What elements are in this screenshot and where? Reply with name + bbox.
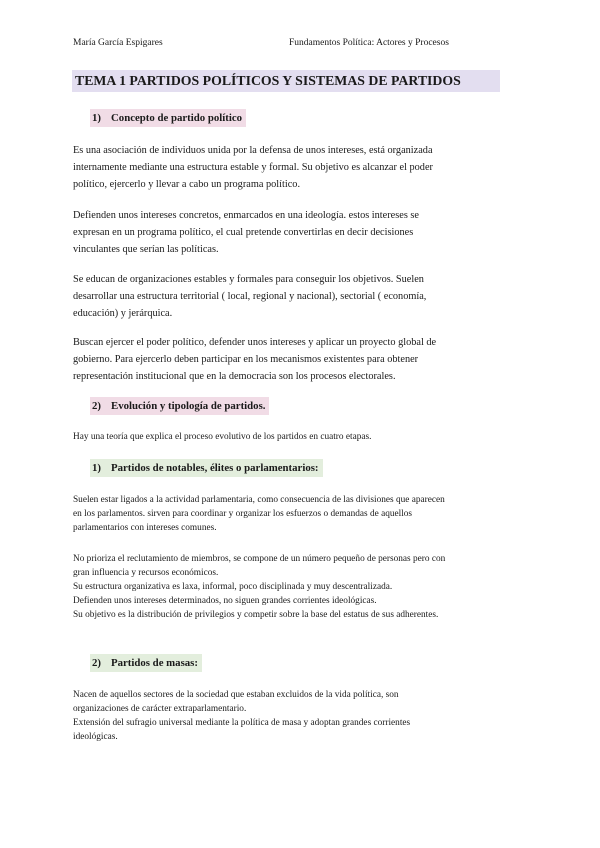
section-label: Evolución y tipología de partidos.	[111, 400, 266, 412]
paragraph-definition	[73, 142, 529, 193]
text-line: Defienden unos intereses determinados, no siguen grandes corrientes ideológicas.	[73, 596, 377, 606]
paragraph-teoria	[73, 430, 535, 444]
text-line: desarrollar una estructura territorial ( local, regional y nacional), sectorial ( economía,	[73, 291, 427, 302]
text-line: Nacen de aquellos sectores de la sociedad que estaban excluidos de la vida política, son	[73, 690, 399, 700]
text-line: Defienden unos intereses concretos, enmarcados en una ideología. estos intereses se	[73, 210, 419, 221]
text-line: Hay una teoría que explica el proceso evolutivo de los partidos en cuatro etapas.	[73, 432, 372, 442]
text-line: representación institucional que en la democracia son los procesos electorales.	[73, 371, 396, 382]
text-line: educación) y jerárquica.	[73, 308, 173, 319]
section-number: 1)	[92, 112, 101, 124]
text-line: Extensión del sufragio universal mediante la política de masa y adoptan grandes corrientes	[73, 718, 411, 728]
text-line: parlamentarios con intereses comunes.	[73, 523, 217, 533]
text-line: ideológicas.	[73, 732, 118, 742]
text-line: gobierno. Para ejercerlo deben participar en los mecanismos existentes para obtener	[73, 354, 419, 365]
text-line: en los parlamentos. sirven para coordinar y organizar los esfuerzos o demandas de aquellos	[73, 509, 413, 519]
text-line: Su objetivo es la distribución de privilegios y competir sobre la base del estatus de sus adherentes.	[73, 610, 439, 620]
paragraph-masas	[73, 688, 535, 744]
text-line: internamente mediante una estructura estable y formal. Su objetivo es alcanzar el poder	[73, 162, 433, 173]
text-line: Buscan ejercer el poder político, defender unos intereses y aplicar un proyecto global de	[73, 337, 437, 348]
text-line: Es una asociación de individuos unida por la defensa de unos intereses, está organizada	[73, 145, 433, 156]
section-heading-concepto	[90, 109, 246, 127]
text-line: gran influencia y recursos económicos.	[73, 568, 219, 578]
text-line: Suelen estar ligados a la actividad parlamentaria, como consecuencia de las divisiones que aparecen	[73, 495, 445, 505]
section-heading-notables	[90, 459, 323, 477]
paragraph-notables-2	[73, 552, 535, 622]
text-line: Su estructura organizativa es laxa, informal, poco disciplinada y muy descentralizada.	[73, 582, 393, 592]
header-course: Fundamentos Política: Actores y Procesos	[289, 38, 449, 48]
text-line: No prioriza el reclutamiento de miembros, se compone de un número pequeño de personas pero con	[73, 554, 446, 564]
section-number: 2)	[92, 657, 101, 669]
paragraph-intereses	[73, 207, 529, 258]
paragraph-organizaciones	[73, 271, 529, 322]
section-label: Partidos de masas:	[111, 657, 198, 669]
header-author: María García Espigares	[73, 38, 163, 48]
text-line: Se educan de organizaciones estables y formales para conseguir los objetivos. Suelen	[73, 274, 424, 285]
section-heading-evolucion	[90, 397, 269, 415]
paragraph-poder	[73, 334, 529, 385]
section-number: 1)	[92, 462, 101, 474]
text-line: organizaciones de carácter extraparlamentario.	[73, 704, 247, 714]
paragraph-notables-1	[73, 493, 535, 535]
text-line: vinculantes que serían las políticas.	[73, 244, 219, 255]
text-line: político, ejercerlo y llevar a cabo un programa político.	[73, 179, 301, 190]
section-number: 2)	[92, 400, 101, 412]
section-heading-masas	[90, 654, 202, 672]
section-label: Partidos de notables, élites o parlamentarios:	[111, 462, 319, 474]
text-line: expresan en un programa político, el cual pretende convertirlas en decir decisiones	[73, 227, 414, 238]
section-label: Concepto de partido político	[111, 112, 243, 124]
document-title: TEMA 1 PARTIDOS POLÍTICOS Y SISTEMAS DE PARTIDOS	[72, 70, 500, 92]
